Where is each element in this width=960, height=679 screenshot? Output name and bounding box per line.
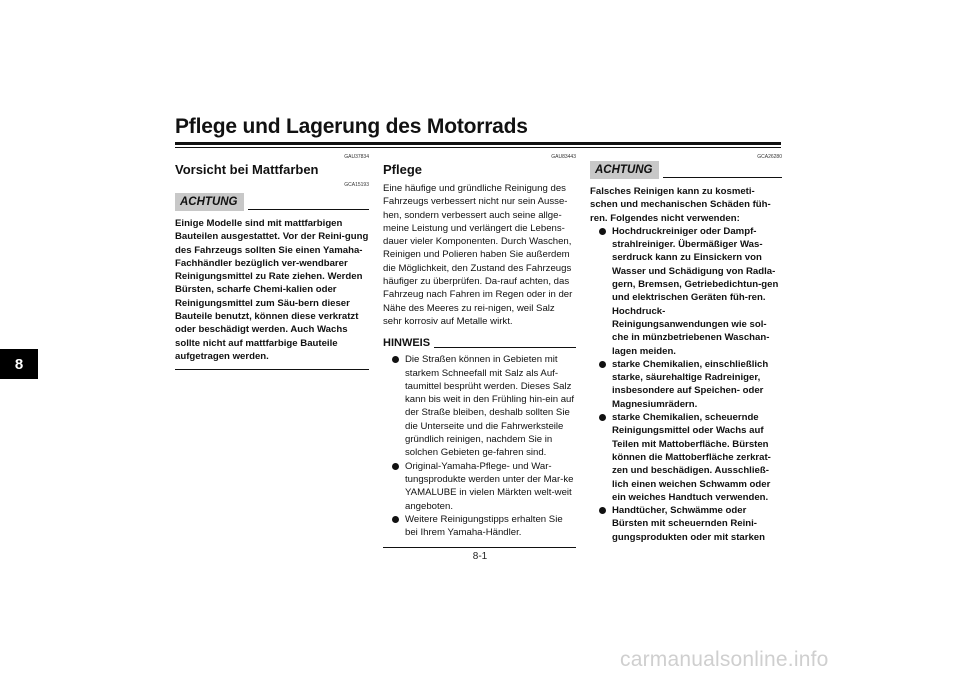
page-number: 8-1 <box>472 551 488 562</box>
column-care <box>383 150 576 548</box>
watermark[interactable]: carmanualsonline.info <box>620 648 829 671</box>
list-item: Handtücher, Schwämme oder Bürsten mit scheuernden Reini-gungsprodukten oder mit starken <box>599 504 782 544</box>
section-heading-care: Pflege <box>383 162 423 177</box>
caution-list <box>590 225 782 544</box>
caution-text: Einige Modelle sind mit mattfarbigen Bauteilen ausgestattet. Vor der Reini-gung des Fahrzeugs sollten Sie einen Yamaha-Fachhändler bezüglich ver-wendbarer Reinigungsmittel zu Rate ziehen. Werden Bürsten, scharfe Chemi-kalien oder Reinigungsmittel zum Säu-bern dieser Bauteile benutzt, können diese verkratzt oder beschädigt werden. Auch Wachs sollte nicht auf mattfarbige Bauteile aufgetragen werden. <box>175 218 369 362</box>
column-matt-paint <box>175 150 369 370</box>
caution-badge: ACHTUNG <box>590 161 659 179</box>
care-body-text: Eine häufige und gründliche Reinigung des Fahrzeugs verbessert nicht nur sein Ausse-hen, sondern verbessert auch seine allge-meine Leistung und verlängert die Lebens-dauer vieler Komponenten. Durch Waschen, Reinigen und Polieren haben Sie außerdem die Möglichkeit, den Zustand des Fahrzeugs häufiger zu überprüfen. Da-rauf achten, das Fahrzeug nach Fahren im Regen oder in der Nähe des Meeres zu rei-nigen, weil Salz sehr korrosiv auf Metalle wirkt. <box>383 183 573 327</box>
note-rule <box>434 347 576 348</box>
title-rule-thin <box>175 147 781 148</box>
bullet-icon <box>392 463 399 470</box>
list-item: starke Chemikalien, scheuernde Reinigungsmittel oder Wachs auf Teilen mit Mattoberfläche. Bürsten können die Mattoberfläche zerkrat-zen und beschädigen. Ausschließ-lich einen weichen Schwamm oder ein weiches Handtuch verwenden. <box>599 411 782 504</box>
chapter-tab[interactable]: 8 <box>0 349 38 379</box>
column-caution-cleaning <box>590 150 782 544</box>
note-list <box>383 353 576 539</box>
note-header <box>383 336 576 350</box>
bullet-icon <box>599 361 606 368</box>
list-item: Original-Yamaha-Pflege- und War-tungsprodukte werden unter der Mar-ke YAMALUBE in vielen Märkten welt-weit angeboten. <box>392 460 576 513</box>
bullet-icon <box>599 507 606 514</box>
caution-header <box>590 161 782 179</box>
caution-rule <box>663 177 783 178</box>
caution-end-rule <box>175 369 369 370</box>
bullet-icon <box>392 516 399 523</box>
bullet-icon <box>392 356 399 363</box>
title-rule <box>175 142 781 145</box>
caution-badge: ACHTUNG <box>175 193 244 211</box>
note-label: HINWEIS <box>383 337 431 350</box>
list-item: Die Straßen können in Gebieten mit starkem Schneefall mit Salz als Auf-taumittel besprüht werden. Dieses Salz kann bis weit in den Frühling hin-ein auf der Straße bleiben, deshalb sollten Sie die Unterseite und die Fahrwerksteile gründlich reinigen, nachdem Sie in solchen Gebieten ge-fahren sind. <box>392 353 576 459</box>
section-code: GAU37834 <box>344 154 369 160</box>
list-item: Hochdruckreiniger oder Dampf-strahlreiniger. Übermäßiger Was-serdruck kann zu Einsickern von Wasser und Schädigung von Radla-gern, Bremsen, Getriebedichtun-gen und elektrischen Geräten füh-ren. Hochdruck-Reinigungsanwendungen wie sol-che in münzbetriebenen Waschan-lagen meiden. <box>599 225 782 358</box>
section-heading-matt-paint: Vorsicht bei Mattfarben <box>175 162 319 177</box>
list-item: starke Chemikalien, einschließlich starke, säurehaltige Radreiniger, insbesondere auf Speichen- oder Magnesiumrädern. <box>599 358 782 411</box>
caution-code: GCA26280 <box>757 154 782 160</box>
list-item: Weitere Reinigungstipps erhalten Sie bei Ihrem Yamaha-Händler. <box>392 513 576 540</box>
bullet-icon <box>599 414 606 421</box>
caution-code: GCA15193 <box>344 182 369 188</box>
note-end-rule <box>383 547 576 548</box>
caution-intro: Falsches Reinigen kann zu kosmeti-schen und mechanischen Schäden füh-ren. Folgendes nicht verwenden: <box>590 186 771 224</box>
caution-header <box>175 193 369 211</box>
page-title: Pflege und Lagerung des Motorrads <box>175 115 528 138</box>
caution-rule <box>248 209 370 210</box>
bullet-icon <box>599 228 606 235</box>
section-code: GAU83443 <box>551 154 576 160</box>
